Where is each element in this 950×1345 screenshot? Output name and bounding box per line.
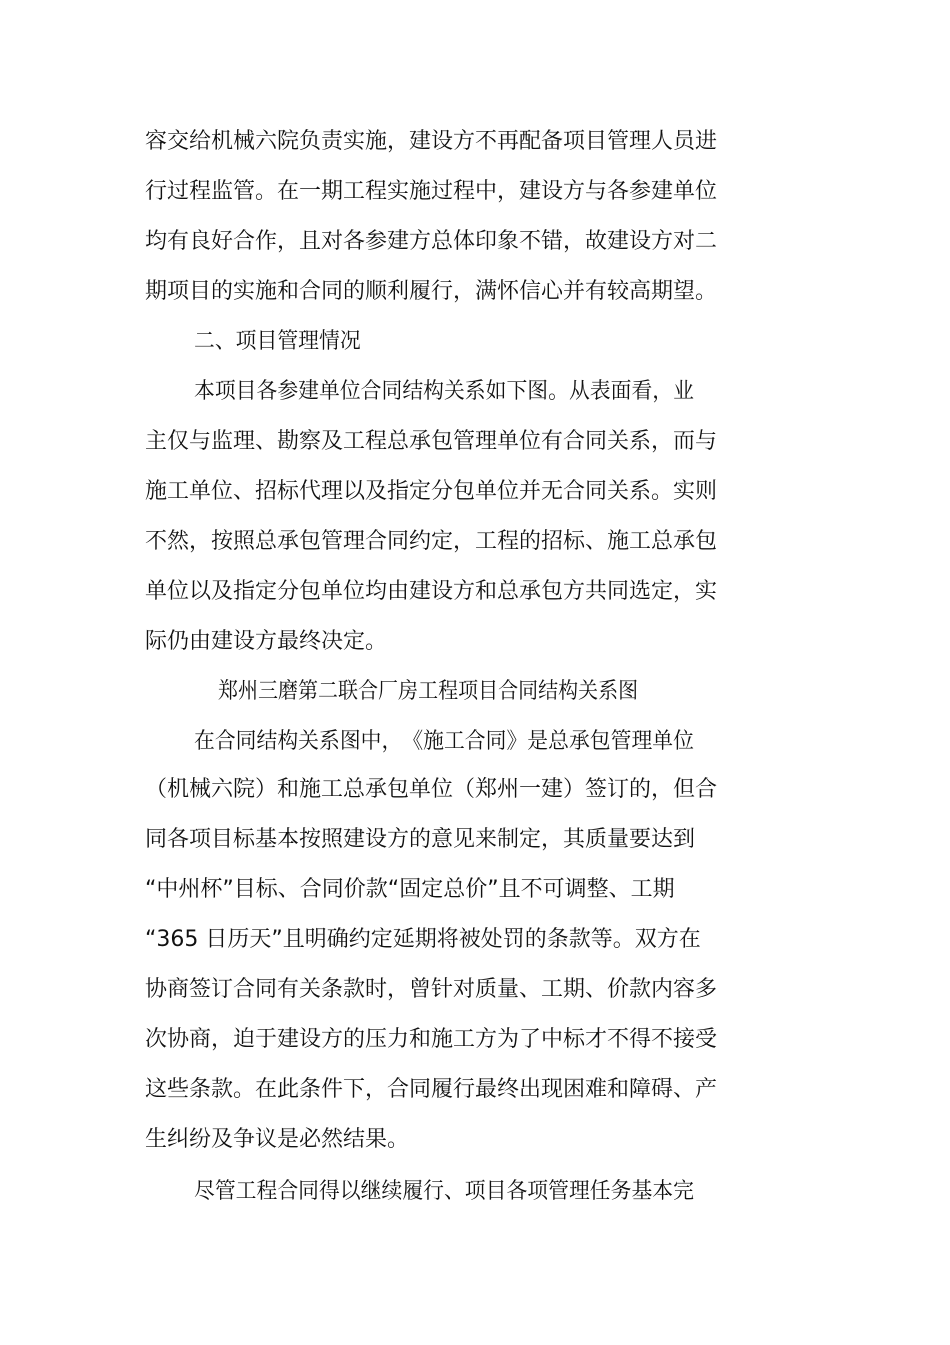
body-text-line: 均有良好合作，且对各参建方总体印象不错，故建设方对二	[145, 229, 718, 254]
body-text-line: “中州杯”目标、合同价款“固定总价”且不可调整、工期	[145, 877, 675, 902]
body-text-line: 施工单位、招标代理以及指定分包单位并无合同关系。实则	[145, 479, 718, 504]
body-text-line: “365 日历天”且明确约定延期将被处罚的条款等。双方在	[145, 927, 701, 952]
body-text-line: （机械六院）和施工总承包单位（郑州一建）签订的，但合	[145, 777, 718, 802]
body-text-line: 主仅与监理、勘察及工程总承包管理单位有合同关系，而与	[145, 429, 718, 454]
body-text-line: 这些条款。在此条件下，合同履行最终出现困难和障碍、产	[145, 1077, 718, 1102]
section-heading: 二、项目管理情况	[194, 329, 361, 354]
body-text-line: 同各项目标基本按照建设方的意见来制定，其质量要达到	[145, 827, 696, 852]
figure-caption: 郑州三磨第二联合厂房工程项目合同结构关系图	[218, 679, 639, 704]
body-text-line: 期项目的实施和合同的顺利履行，满怀信心并有较高期望。	[145, 279, 718, 304]
body-text-line: 次协商，迫于建设方的压力和施工方为了中标才不得不接受	[145, 1027, 718, 1052]
body-text-line: 尽管工程合同得以继续履行、项目各项管理任务基本完	[194, 1179, 694, 1204]
body-text-line: 行过程监管。在一期工程实施过程中，建设方与各参建单位	[145, 179, 718, 204]
body-text-line: 单位以及指定分包单位均由建设方和总承包方共同选定，实	[145, 579, 718, 604]
body-text-line: 协商签订合同有关条款时，曾针对质量、工期、价款内容多	[145, 977, 718, 1002]
body-text-line: 在合同结构关系图中， 《施工合同》是总承包管理单位	[194, 729, 694, 754]
body-text-line: 不然，按照总承包管理合同约定，工程的招标、施工总承包	[145, 529, 718, 554]
body-text-line: 容交给机械六院负责实施，建设方不再配备项目管理人员进	[145, 129, 718, 154]
body-text-line: 生纠纷及争议是必然结果。	[145, 1127, 410, 1152]
body-text-line: 本项目各参建单位合同结构关系如下图。从表面看，业	[194, 379, 694, 404]
body-text-line: 际仍由建设方最终决定。	[145, 629, 388, 654]
